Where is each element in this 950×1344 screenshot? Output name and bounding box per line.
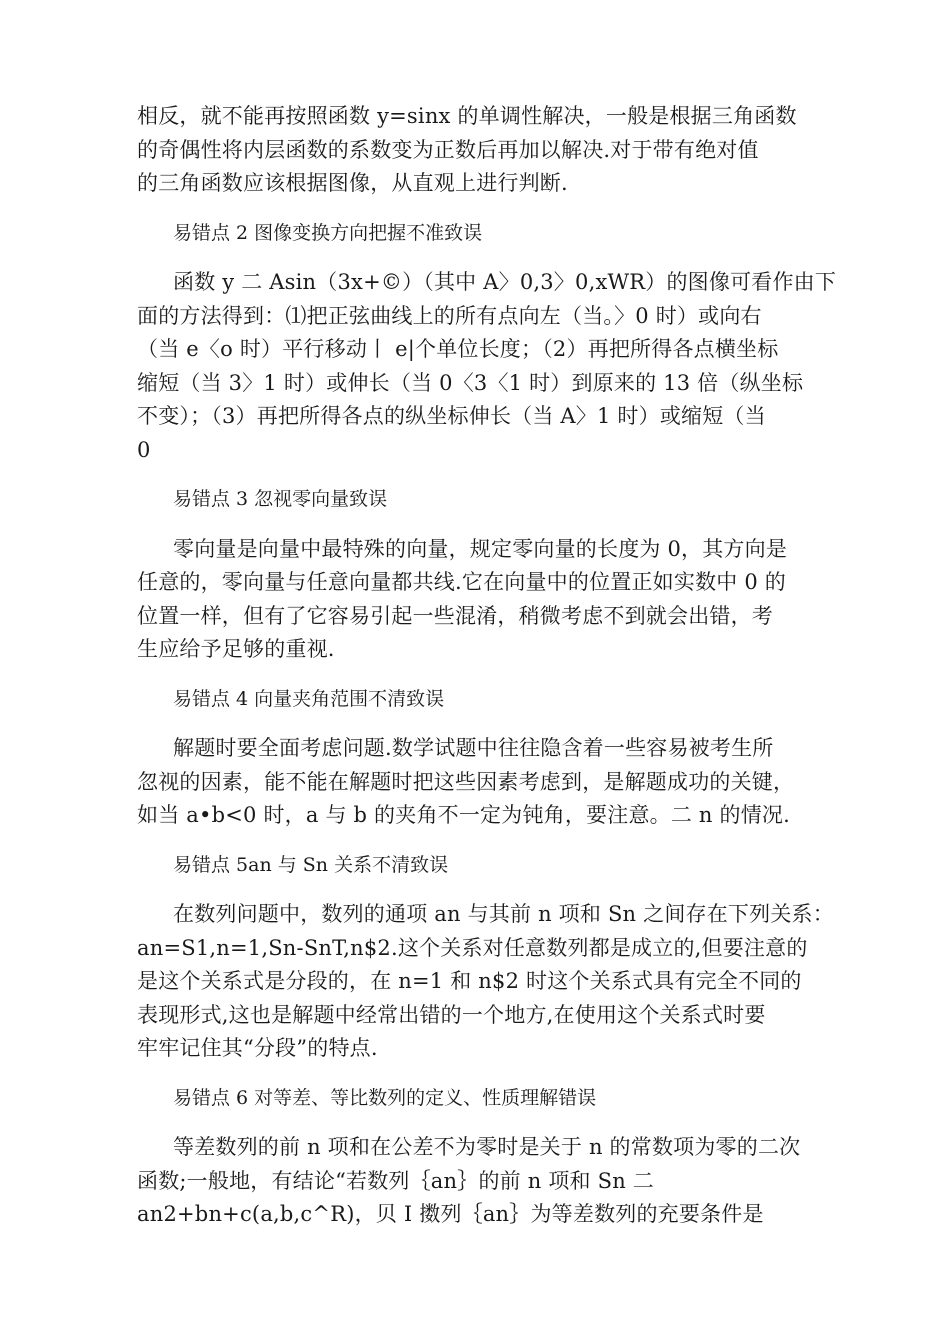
text-line: 忽视的因素，能不能在解题时把这些因素考虑到，是解题成功的关键，: [137, 769, 795, 794]
text-line: 函数 y 二 Asin（3x+©）（其中 A〉0,3〉0,xWR）的图像可看作由下: [173, 270, 837, 294]
text-line: 的奇偶性将内层函数的系数变为正数后再加以解决.对于带有绝对值: [137, 137, 759, 162]
section-heading-5: 易错点 5an 与 Sn 关系不清致误: [173, 853, 449, 876]
section-heading-3: 易错点 3 忽视零向量致误: [173, 488, 388, 510]
section-heading-2: 易错点 2 图像变换方向把握不准致误: [173, 221, 483, 244]
text-line: 表现形式,这也是解题中经常出错的一个地方,在使用这个关系式时要: [137, 1002, 766, 1027]
paragraph-intro: [137, 100, 820, 201]
text-line: 零向量是向量中最特殊的向量，规定零向量的长度为 0，其方向是: [173, 536, 788, 561]
text-line: 位置一样，但有了它容易引起一些混淆，稍微考虑不到就会出错，考: [137, 603, 773, 628]
text-line: an2+bn+c(a,b,c^R)，贝 I 擞列｛an｝为等差数列的充要条件是: [137, 1202, 764, 1226]
text-line: 如当 a•b<0 时，a 与 b 的夹角不一定为钝角，要注意。二 n 的情况.: [137, 803, 790, 827]
text-line: 0: [137, 437, 151, 462]
text-line: 的三角函数应该根据图像，从直观上进行判断.: [137, 171, 568, 195]
section-heading-4: 易错点 4 向量夹角范围不清致误: [173, 687, 445, 710]
text-line: 在数列问题中，数列的通项 an 与其前 n 项和 Sn 之间存在下列关系：: [173, 902, 834, 926]
text-line: 解题时要全面考虑问题.数学试题中往往隐含着一些容易被考生所: [173, 736, 774, 760]
document-page: [137, 100, 837, 1232]
text-line: （当 e〈o 时）平行移动丨 e|个单位长度；（2）再把所得各点横坐标: [137, 337, 779, 361]
section-heading-6: 易错点 6 对等差、等比数列的定义、性质理解错误: [173, 1086, 597, 1109]
text-line: 函数;一般地，有结论“若数列｛an｝的前 n 项和 Sn 二: [137, 1168, 654, 1193]
text-line: 面的方法得到：⑴把正弦曲线上的所有点向左（当。〉0 时）或向右: [137, 303, 762, 328]
paragraph-5: [137, 898, 834, 1066]
text-line: 缩短（当 3〉1 时）或伸长（当 0〈3〈1 时）到原来的 13 倍（纵坐标: [137, 370, 804, 395]
text-line: 任意的，零向量与任意向量都共线.它在向量中的位置正如实数中 0 的: [137, 570, 786, 594]
text-line: 生应给予足够的重视.: [137, 637, 335, 661]
text-line: 等差数列的前 n 项和在公差不为零时是关于 n 的常数项为零的二次: [173, 1135, 801, 1159]
paragraph-4: [137, 732, 820, 833]
text-line: 牢牢记住其“分段”的特点.: [137, 1036, 378, 1060]
text-line: 是这个关系式是分段的，在 n=1 和 n$2 时这个关系式具有完全不同的: [137, 969, 802, 993]
paragraph-2: [137, 266, 837, 467]
paragraph-6: [137, 1131, 820, 1232]
text-line: 相反，就不能再按照函数 y=sinx 的单调性解决，一般是根据三角函数: [137, 104, 797, 128]
text-line: an=S1,n=1,Sn-SnT,n$2.这个关系对任意数列都是成立的,但要注意的: [137, 935, 808, 960]
paragraph-3: [137, 533, 820, 667]
text-line: 不变）；（3）再把所得各点的纵坐标伸长（当 A〉1 时）或缩短（当: [137, 404, 766, 428]
